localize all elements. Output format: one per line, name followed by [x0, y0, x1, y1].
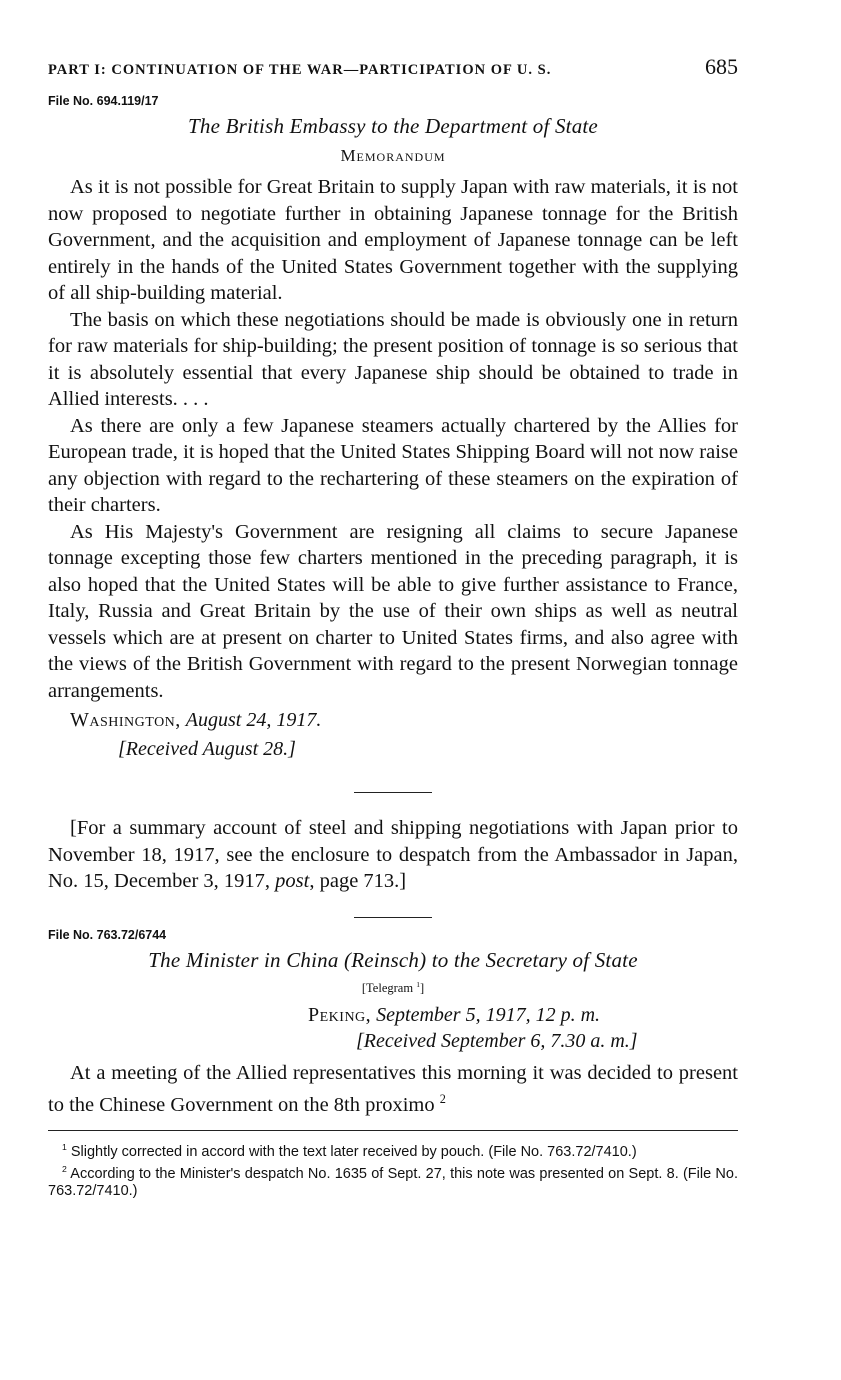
editorial-note	[48, 815, 738, 895]
editorial-note-post: post	[275, 870, 310, 892]
section-divider-2	[354, 917, 432, 918]
memorandum-heading: Memorandum	[340, 146, 446, 165]
footnote-2-mark: 2	[62, 1164, 67, 1175]
file-number-2: File No. 763.72/6744	[48, 927, 167, 942]
dateline-2	[48, 1002, 738, 1028]
dateline-2-place: Peking,	[308, 1003, 372, 1026]
footnote-1-mark: 1	[62, 1142, 67, 1153]
dateline-1	[48, 707, 738, 733]
dateline-place: Washington,	[70, 709, 181, 731]
document-title-1: The British Embassy to the Department of State	[188, 114, 598, 138]
dateline-date: August 24, 1917.	[185, 709, 322, 731]
document-page	[48, 54, 738, 1200]
editorial-note-end: , page 713.]	[309, 870, 407, 892]
paragraph-3: As there are only a few Japanese steamers actually chartered by the Allies for European trade, it is hoped that the United States Shipping Board will not now raise any objection with regard to the rechartering of these steamers on the expiration of their charters.	[48, 414, 738, 516]
telegram-text: [Telegram	[361, 980, 414, 995]
telegram-label	[48, 980, 738, 996]
paragraph-telegram-text: At a meeting of the Allied representatives this morning it was decided to present to the Chinese Government on the 8th proximo	[48, 1061, 738, 1116]
footnote-rule	[48, 1130, 738, 1131]
running-title: PART I: CONTINUATION OF THE WAR—PARTICIPATION OF U. S.	[48, 62, 552, 78]
section-divider-1	[354, 792, 432, 793]
paragraph-4: As His Majesty's Government are resigning all claims to secure Japanese tonnage excepting those few charters mentioned in the preceding paragraph, it is also hoped that the United States will be able to give further assistance to France, Italy, Russia and Great Britain by the use of their own ships as well as neutral vessels which are at present on charter to United States firms, and also agree with the views of the British Government with regard to the present Norwegian tonnage arrangements.	[48, 520, 738, 702]
document-title-2: The Minister in China (Reinsch) to the Secretary of State	[148, 947, 638, 972]
telegram-footnote-ref: 1	[416, 979, 420, 989]
paragraph-1: As it is not possible for Great Britain to supply Japan with raw materials, it is not now proposed to negotiate further in obtaining Japanese tonnage for the British Government, and the acquisition and employment of Japanese tonnage can be left entirely in the hands of the United States Government together with the supplying of all ship-building material.	[48, 176, 738, 304]
footnote-2	[48, 1161, 738, 1200]
file-number-1: File No. 694.119/17	[48, 94, 159, 108]
paragraph-telegram	[48, 1060, 738, 1119]
telegram-close: ]	[419, 980, 425, 995]
running-header	[48, 54, 738, 80]
editorial-note-text: [For a summary account of steel and shipping negotiations with Japan prior to November 18, 1917, see the enclosure to despatch from the Ambassador in Japan, No. 15, December 3, 1917,	[48, 817, 738, 892]
received-line-2: [Received September 6, 7.30 a. m.]	[356, 1029, 638, 1052]
received-line-1: [Received August 28.]	[118, 738, 296, 760]
footnote-1-text: Slightly corrected in accord with the text later received by pouch. (File No. 763.72/7410.)	[70, 1144, 637, 1161]
paragraph-2: The basis on which these negotiations should be made is obviously one in return for raw materials for ship-building; the present position of tonnage is so serious that it is absolutely essential that every Japanese ship should be obtained to trade in Allied interests. . . .	[48, 308, 738, 410]
footnote-1	[48, 1139, 738, 1161]
page-number: 685	[705, 54, 738, 79]
paragraph-footnote-ref: 2	[439, 1092, 446, 1107]
footnote-2-text: According to the Minister's despatch No. 1635 of Sept. 27, this note was presented on Sept. 8. (File No. 763.72/7410.)	[48, 1166, 738, 1200]
dateline-2-date: September 5, 1917, 12 p. m.	[376, 1003, 601, 1026]
